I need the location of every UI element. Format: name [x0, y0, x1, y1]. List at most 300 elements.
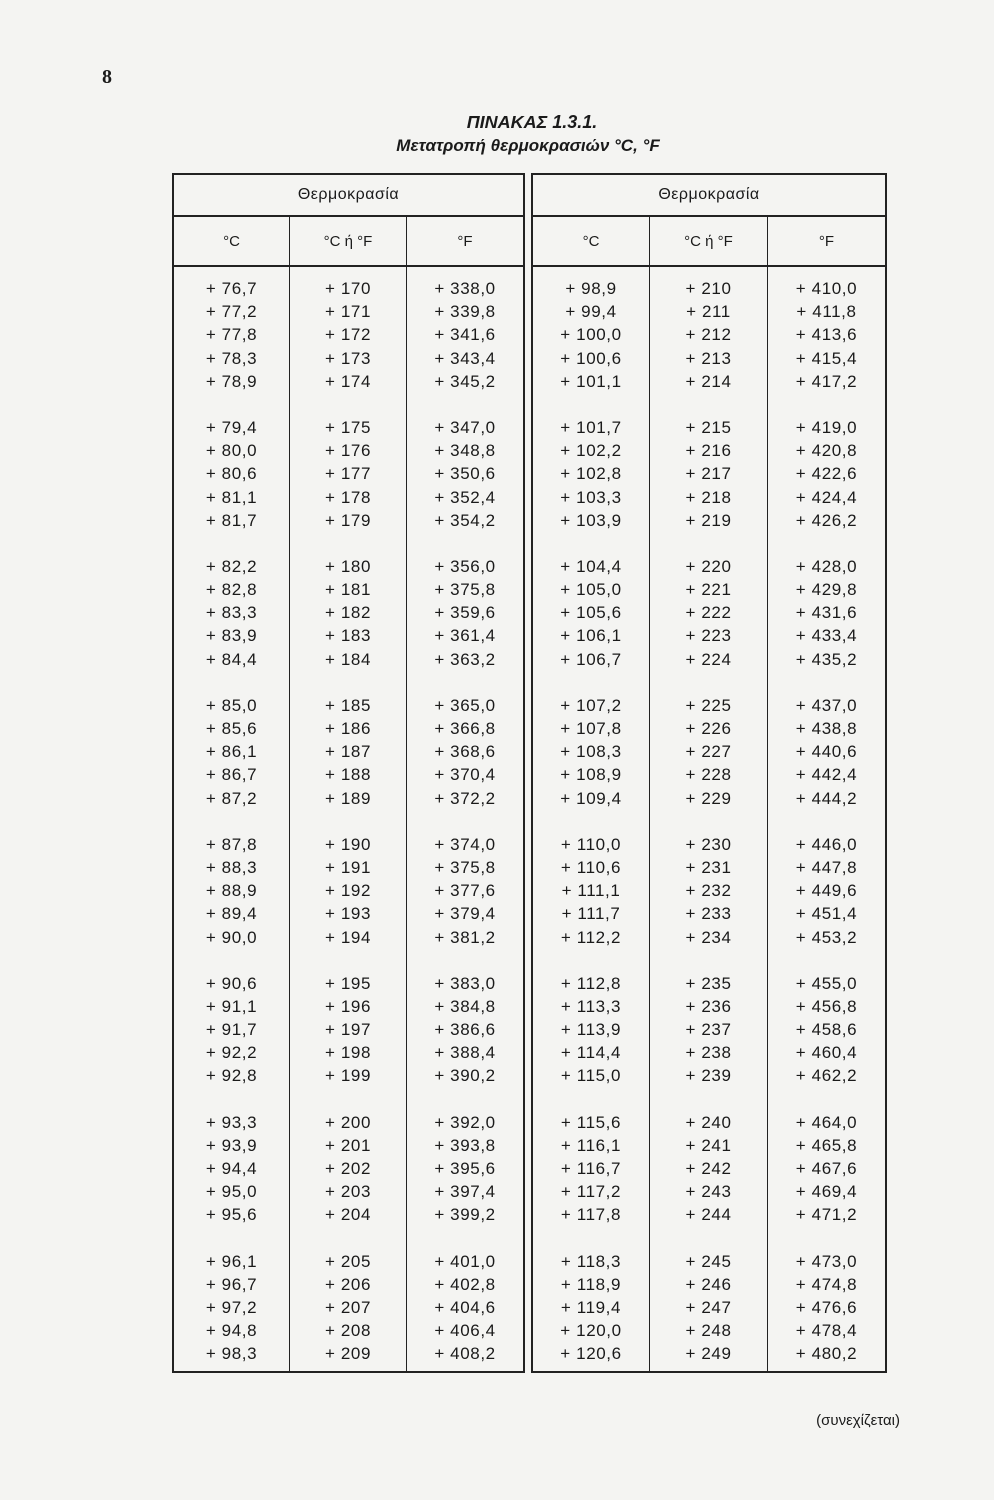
table-cell: + 97,2 [205, 1297, 258, 1317]
table-cell: + 401,0 [434, 1251, 496, 1271]
table-cell: + 379,4 [434, 904, 496, 924]
table-cell: + 224 [685, 649, 732, 669]
table-cell: + 101,1 [560, 371, 622, 391]
celsius-or-fahrenheit-column [650, 267, 768, 1371]
table-cell: + 77,2 [205, 302, 258, 322]
table-cell: + 235 [685, 973, 732, 993]
table-cell: + 354,2 [434, 510, 496, 530]
table-cell: + 471,2 [795, 1205, 858, 1225]
table-cell: + 198 [325, 1043, 372, 1063]
table-cell: + 101,7 [560, 417, 622, 437]
table-cell: + 177 [325, 464, 372, 484]
table-cell: + 178 [325, 487, 372, 507]
table-cell: + 77,8 [205, 325, 258, 345]
table-cell: + 383,0 [434, 973, 496, 993]
table-cell: + 225 [685, 695, 732, 715]
celsius-or-fahrenheit-column [290, 267, 407, 1371]
table-cell: + 223 [685, 626, 732, 646]
table-cell: + 81,7 [205, 510, 258, 530]
table-cell: + 119,4 [560, 1297, 622, 1317]
table-cell: + 365,0 [434, 695, 496, 715]
group-header: Θερμοκρασία [174, 175, 523, 217]
table-cell: + 192 [325, 881, 372, 901]
table-cell: + 478,4 [795, 1321, 858, 1341]
table-cell: + 200 [325, 1112, 372, 1132]
row-group-gap [290, 671, 406, 694]
row-group-gap [533, 532, 649, 555]
table-cell: + 116,7 [560, 1159, 622, 1178]
table-cell: + 113,9 [560, 1020, 622, 1040]
table-cell: + 91,7 [205, 1020, 258, 1040]
row-group-gap [407, 393, 523, 416]
table-cell: + 245 [685, 1251, 732, 1271]
table-cell: + 229 [685, 788, 732, 808]
table-cell: + 82,2 [205, 556, 258, 576]
table-cell: + 406,4 [434, 1321, 496, 1341]
table-cell: + 375,8 [434, 580, 496, 600]
table-cell: + 197 [325, 1020, 372, 1040]
table-cell: + 397,4 [434, 1182, 496, 1202]
table-cell: + 82,8 [205, 580, 258, 600]
table-cell: + 100,0 [560, 325, 622, 345]
table-cell: + 244 [685, 1205, 732, 1225]
table-cell: + 95,6 [205, 1205, 258, 1225]
table-cell: + 110,0 [560, 834, 622, 854]
table-cell: + 428,0 [795, 556, 858, 576]
row-group-gap [290, 949, 406, 972]
row-group-gap [174, 949, 289, 972]
table-cell: + 84,4 [205, 649, 258, 669]
table-cell: + 469,4 [795, 1182, 858, 1202]
table-cell: + 78,3 [205, 348, 258, 368]
table-subtitle: Μετατροπή θερμοκρασιών °C, °F [396, 136, 660, 155]
table-cell: + 196 [325, 996, 372, 1016]
table-cell: + 408,2 [434, 1344, 496, 1364]
table-cell: + 187 [325, 742, 372, 762]
table-cell: + 106,7 [560, 649, 622, 669]
table-cell: + 417,2 [795, 371, 858, 391]
row-group-gap [290, 532, 406, 555]
conversion-tables [172, 173, 887, 1373]
table-cell: + 384,8 [434, 996, 496, 1016]
table-cell: + 176 [325, 441, 372, 461]
table-cell: + 460,4 [795, 1043, 858, 1063]
row-group-gap [174, 1088, 289, 1111]
table-cell: + 174 [325, 371, 372, 391]
table-cell: + 115,0 [560, 1066, 622, 1086]
table-cell: + 213 [685, 348, 732, 368]
table-cell: + 388,4 [434, 1043, 496, 1063]
table-cell: + 76,7 [205, 279, 258, 298]
table-cell: + 239 [685, 1066, 732, 1086]
table-cell: + 99,4 [565, 302, 617, 322]
table-cell: + 215 [685, 417, 732, 437]
table-cell: + 181 [325, 580, 372, 600]
table-cell: + 444,2 [795, 788, 858, 808]
fahrenheit-column [407, 267, 523, 1371]
table-cell: + 179 [325, 510, 372, 530]
table-cell: + 345,2 [434, 371, 496, 391]
table-cell: + 228 [685, 765, 732, 785]
table-cell: + 205 [325, 1251, 372, 1271]
table-cell: + 435,2 [795, 649, 858, 669]
table-cell: + 188 [325, 765, 372, 785]
column-headers [533, 217, 885, 267]
table-cell: + 402,8 [434, 1274, 496, 1294]
table-cell: + 185 [325, 695, 372, 715]
table-cell: + 90,6 [205, 973, 258, 993]
table-cell: + 218 [685, 487, 732, 507]
table-cell: + 202 [325, 1159, 372, 1178]
table-cell: + 90,0 [205, 927, 258, 947]
table-cell: + 227 [685, 742, 732, 762]
table-cell: + 446,0 [795, 834, 858, 854]
row-group-gap [174, 532, 289, 555]
table-cell: + 107,8 [560, 719, 622, 738]
row-group-gap [768, 671, 885, 694]
column-header-fahrenheit: °F [457, 232, 473, 250]
row-group-gap [407, 532, 523, 555]
table-cell: + 93,3 [205, 1112, 258, 1132]
table-cell: + 103,3 [560, 487, 622, 507]
table-cell: + 424,4 [795, 487, 858, 507]
table-cell: + 199 [325, 1066, 372, 1086]
table-cell: + 232 [685, 881, 732, 901]
row-group-gap [650, 671, 767, 694]
continued-note: (συνεχίζεται) [816, 1412, 900, 1429]
table-cell: + 115,6 [560, 1112, 622, 1132]
table-cell: + 98,9 [565, 279, 617, 298]
table-cell: + 95,0 [205, 1182, 258, 1202]
table-cell: + 240 [685, 1112, 732, 1132]
table-cell: + 85,6 [205, 719, 258, 738]
column-header-celsius-or-fahrenheit: °C ή °F [290, 217, 407, 265]
table-cell: + 105,6 [560, 603, 622, 623]
table-cell: + 433,4 [795, 626, 858, 646]
table-cell: + 395,6 [434, 1159, 496, 1178]
table-cell: + 237 [685, 1020, 732, 1040]
table-cell: + 419,0 [795, 417, 858, 437]
table-cell: + 211 [686, 302, 731, 322]
column-header-fahrenheit: °F [818, 232, 835, 250]
table-cell: + 375,8 [434, 857, 496, 877]
table-cell: + 221 [685, 580, 732, 600]
table-cell: + 381,2 [434, 927, 496, 947]
row-group-gap [768, 532, 885, 555]
row-group-gap [407, 949, 523, 972]
table-cell: + 186 [325, 719, 372, 738]
table-cell: + 83,3 [205, 603, 258, 623]
table-cell: + 111,1 [561, 881, 621, 901]
table-cell: + 236 [685, 996, 732, 1016]
table-cell: + 108,3 [560, 742, 622, 762]
table-cell: + 338,0 [434, 279, 496, 298]
table-cell: + 102,2 [560, 441, 622, 461]
row-group-gap [533, 949, 649, 972]
row-group-gap [533, 810, 649, 833]
table-cell: + 88,9 [205, 881, 258, 901]
table-cell: + 182 [325, 603, 372, 623]
table-cell: + 363,2 [434, 649, 496, 669]
table-cell: + 173 [325, 348, 372, 368]
table-cell: + 453,2 [795, 927, 858, 947]
table-cell: + 422,6 [795, 464, 858, 484]
table-cell: + 413,6 [795, 325, 858, 345]
table-cell: + 210 [685, 279, 732, 298]
table-cell: + 87,8 [205, 834, 258, 854]
table-cell: + 377,6 [434, 881, 496, 901]
page-number: 8 [102, 66, 112, 88]
row-group-gap [768, 1227, 885, 1250]
table-cell: + 111,7 [561, 904, 621, 924]
table-cell: + 108,9 [560, 765, 622, 785]
table-cell: + 107,2 [560, 695, 622, 715]
table-cell: + 114,4 [560, 1043, 622, 1063]
row-group-gap [650, 1227, 767, 1250]
table-cell: + 350,6 [434, 464, 496, 484]
table-cell: + 399,2 [434, 1205, 496, 1225]
table-cell: + 426,2 [795, 510, 858, 530]
row-group-gap [407, 1227, 523, 1250]
table-cell: + 246 [685, 1274, 732, 1294]
table-cell: + 222 [685, 603, 732, 623]
table-cell: + 116,1 [560, 1135, 622, 1155]
table-cell: + 343,4 [434, 348, 496, 368]
table-cell: + 390,2 [434, 1066, 496, 1086]
table-cell: + 206 [325, 1274, 372, 1294]
table-cell: + 78,9 [205, 371, 258, 391]
table-cell: + 249 [685, 1344, 732, 1364]
row-group-gap [768, 949, 885, 972]
table-cell: + 80,6 [205, 464, 258, 484]
table-cell: + 103,9 [560, 510, 622, 530]
table-cell: + 120,6 [560, 1344, 622, 1364]
table-cell: + 105,0 [560, 580, 622, 600]
table-cell: + 172 [325, 325, 372, 345]
table-cell: + 112,2 [560, 927, 622, 947]
table-cell: + 226 [685, 719, 732, 738]
table-cell: + 92,8 [205, 1066, 258, 1086]
left-table [172, 173, 525, 1373]
table-cell: + 88,3 [205, 857, 258, 877]
table-cell: + 110,6 [560, 857, 622, 877]
table-cell: + 455,0 [795, 973, 858, 993]
table-cell: + 456,8 [795, 996, 858, 1016]
table-cell: + 458,6 [795, 1020, 858, 1040]
row-group-gap [768, 393, 885, 416]
table-body [174, 267, 523, 1371]
table-cell: + 183 [325, 626, 372, 646]
table-cell: + 209 [325, 1344, 372, 1364]
row-group-gap [533, 671, 649, 694]
table-cell: + 347,0 [434, 417, 496, 437]
table-cell: + 195 [325, 973, 372, 993]
fahrenheit-column [768, 267, 885, 1371]
table-cell: + 231 [685, 857, 732, 877]
table-cell: + 217 [685, 464, 732, 484]
table-cell: + 216 [685, 441, 732, 461]
table-cell: + 86,1 [205, 742, 258, 762]
table-cell: + 212 [685, 325, 732, 345]
table-cell: + 234 [685, 927, 732, 947]
table-cell: + 93,9 [205, 1135, 258, 1155]
table-cell: + 87,2 [205, 788, 258, 808]
table-cell: + 230 [685, 834, 732, 854]
table-cell: + 193 [325, 904, 372, 924]
group-header: Θερμοκρασία [533, 175, 885, 217]
table-cell: + 476,6 [795, 1297, 858, 1317]
table-cell: + 393,8 [434, 1135, 496, 1155]
table-cell: + 170 [325, 279, 372, 298]
table-cell: + 96,1 [205, 1251, 258, 1271]
table-cell: + 112,8 [560, 973, 622, 993]
table-cell: + 473,0 [795, 1251, 858, 1271]
table-cell: + 480,2 [795, 1344, 858, 1364]
table-cell: + 392,0 [434, 1112, 496, 1132]
table-cell: + 208 [325, 1321, 372, 1341]
table-cell: + 233 [685, 904, 732, 924]
table-cell: + 194 [325, 927, 372, 947]
table-cell: + 191 [325, 857, 372, 877]
row-group-gap [533, 1227, 649, 1250]
column-header-celsius: °C [533, 217, 650, 265]
table-cell: + 411,8 [796, 302, 857, 322]
table-cell: + 447,8 [795, 857, 858, 877]
row-group-gap [290, 810, 406, 833]
table-cell: + 451,4 [795, 904, 858, 924]
table-cell: + 113,3 [560, 996, 622, 1016]
table-cell: + 89,4 [205, 904, 258, 924]
row-group-gap [768, 1088, 885, 1111]
table-cell: + 438,8 [795, 719, 858, 738]
table-cell: + 204 [325, 1205, 372, 1225]
row-group-gap [174, 810, 289, 833]
table-cell: + 98,3 [205, 1344, 258, 1364]
column-headers [174, 217, 523, 267]
table-cell: + 180 [325, 556, 372, 576]
table-cell: + 241 [685, 1135, 732, 1155]
table-cell: + 96,7 [205, 1274, 258, 1294]
column-header-celsius-or-fahrenheit: °C ή °F [650, 217, 768, 265]
table-cell: + 201 [325, 1135, 372, 1155]
row-group-gap [650, 949, 767, 972]
table-cell: + 175 [325, 417, 372, 437]
row-group-gap [290, 393, 406, 416]
table-cell: + 220 [685, 556, 732, 576]
table-cell: + 79,4 [205, 417, 258, 437]
celsius-column [533, 267, 650, 1371]
table-cell: + 415,4 [795, 348, 858, 368]
table-cell: + 348,8 [434, 441, 496, 461]
table-cell: + 184 [325, 649, 372, 669]
table-cell: + 410,0 [795, 279, 858, 298]
table-cell: + 341,6 [434, 325, 496, 345]
table-cell: + 203 [325, 1182, 372, 1202]
table-cell: + 437,0 [795, 695, 858, 715]
table-cell: + 171 [325, 302, 372, 322]
table-cell: + 359,6 [434, 603, 496, 623]
table-cell: + 190 [325, 834, 372, 854]
table-cell: + 474,8 [795, 1274, 858, 1294]
celsius-column [174, 267, 290, 1371]
table-cell: + 242 [685, 1159, 732, 1178]
row-group-gap [174, 393, 289, 416]
table-cell: + 238 [685, 1043, 732, 1063]
table-cell: + 189 [325, 788, 372, 808]
table-cell: + 81,1 [205, 487, 258, 507]
table-cell: + 120,0 [560, 1321, 622, 1341]
row-group-gap [533, 393, 649, 416]
table-cell: + 104,4 [560, 556, 622, 576]
table-cell: + 91,1 [205, 996, 258, 1016]
table-cell: + 420,8 [795, 441, 858, 461]
table-cell: + 94,8 [205, 1321, 258, 1341]
row-group-gap [407, 810, 523, 833]
table-cell: + 92,2 [205, 1043, 258, 1063]
row-group-gap [290, 1088, 406, 1111]
table-cell: + 248 [685, 1321, 732, 1341]
table-cell: + 247 [685, 1297, 732, 1317]
table-cell: + 339,8 [434, 302, 496, 322]
table-cell: + 352,4 [434, 487, 496, 507]
table-cell: + 431,6 [795, 603, 858, 623]
table-cell: + 83,9 [205, 626, 258, 646]
table-cell: + 372,2 [434, 788, 496, 808]
table-body [533, 267, 885, 1371]
table-cell: + 80,0 [205, 441, 258, 461]
table-cell: + 374,0 [434, 834, 496, 854]
row-group-gap [290, 1227, 406, 1250]
table-cell: + 118,9 [560, 1274, 622, 1294]
table-cell: + 386,6 [434, 1020, 496, 1040]
table-cell: + 100,6 [560, 348, 622, 368]
table-cell: + 462,2 [795, 1066, 858, 1086]
table-cell: + 404,6 [434, 1297, 496, 1317]
row-group-gap [407, 671, 523, 694]
row-group-gap [174, 671, 289, 694]
row-group-gap [650, 532, 767, 555]
table-cell: + 366,8 [434, 719, 496, 738]
table-cell: + 207 [325, 1297, 372, 1317]
table-cell: + 219 [685, 510, 732, 530]
table-cell: + 243 [685, 1182, 732, 1202]
column-header-celsius: °C [174, 217, 290, 265]
table-cell: + 356,0 [434, 556, 496, 576]
row-group-gap [407, 1088, 523, 1111]
table-cell: + 106,1 [560, 626, 622, 646]
row-group-gap [174, 1227, 289, 1250]
table-cell: + 85,0 [205, 695, 258, 715]
table-cell: + 214 [685, 371, 732, 391]
row-group-gap [650, 393, 767, 416]
table-cell: + 442,4 [795, 765, 858, 785]
table-cell: + 368,6 [434, 742, 496, 762]
table-title: ΠΙΝΑΚΑΣ 1.3.1. [466, 112, 598, 132]
row-group-gap [650, 1088, 767, 1111]
table-cell: + 361,4 [434, 626, 496, 646]
table-cell: + 94,4 [205, 1159, 258, 1178]
table-cell: + 449,6 [795, 881, 858, 901]
table-cell: + 464,0 [795, 1112, 858, 1132]
right-table [531, 173, 887, 1373]
row-group-gap [768, 810, 885, 833]
table-cell: + 118,3 [560, 1251, 622, 1271]
table-cell: + 467,6 [795, 1159, 858, 1178]
table-cell: + 370,4 [434, 765, 496, 785]
table-cell: + 117,2 [560, 1182, 622, 1202]
table-cell: + 109,4 [560, 788, 622, 808]
table-cell: + 102,8 [560, 464, 622, 484]
